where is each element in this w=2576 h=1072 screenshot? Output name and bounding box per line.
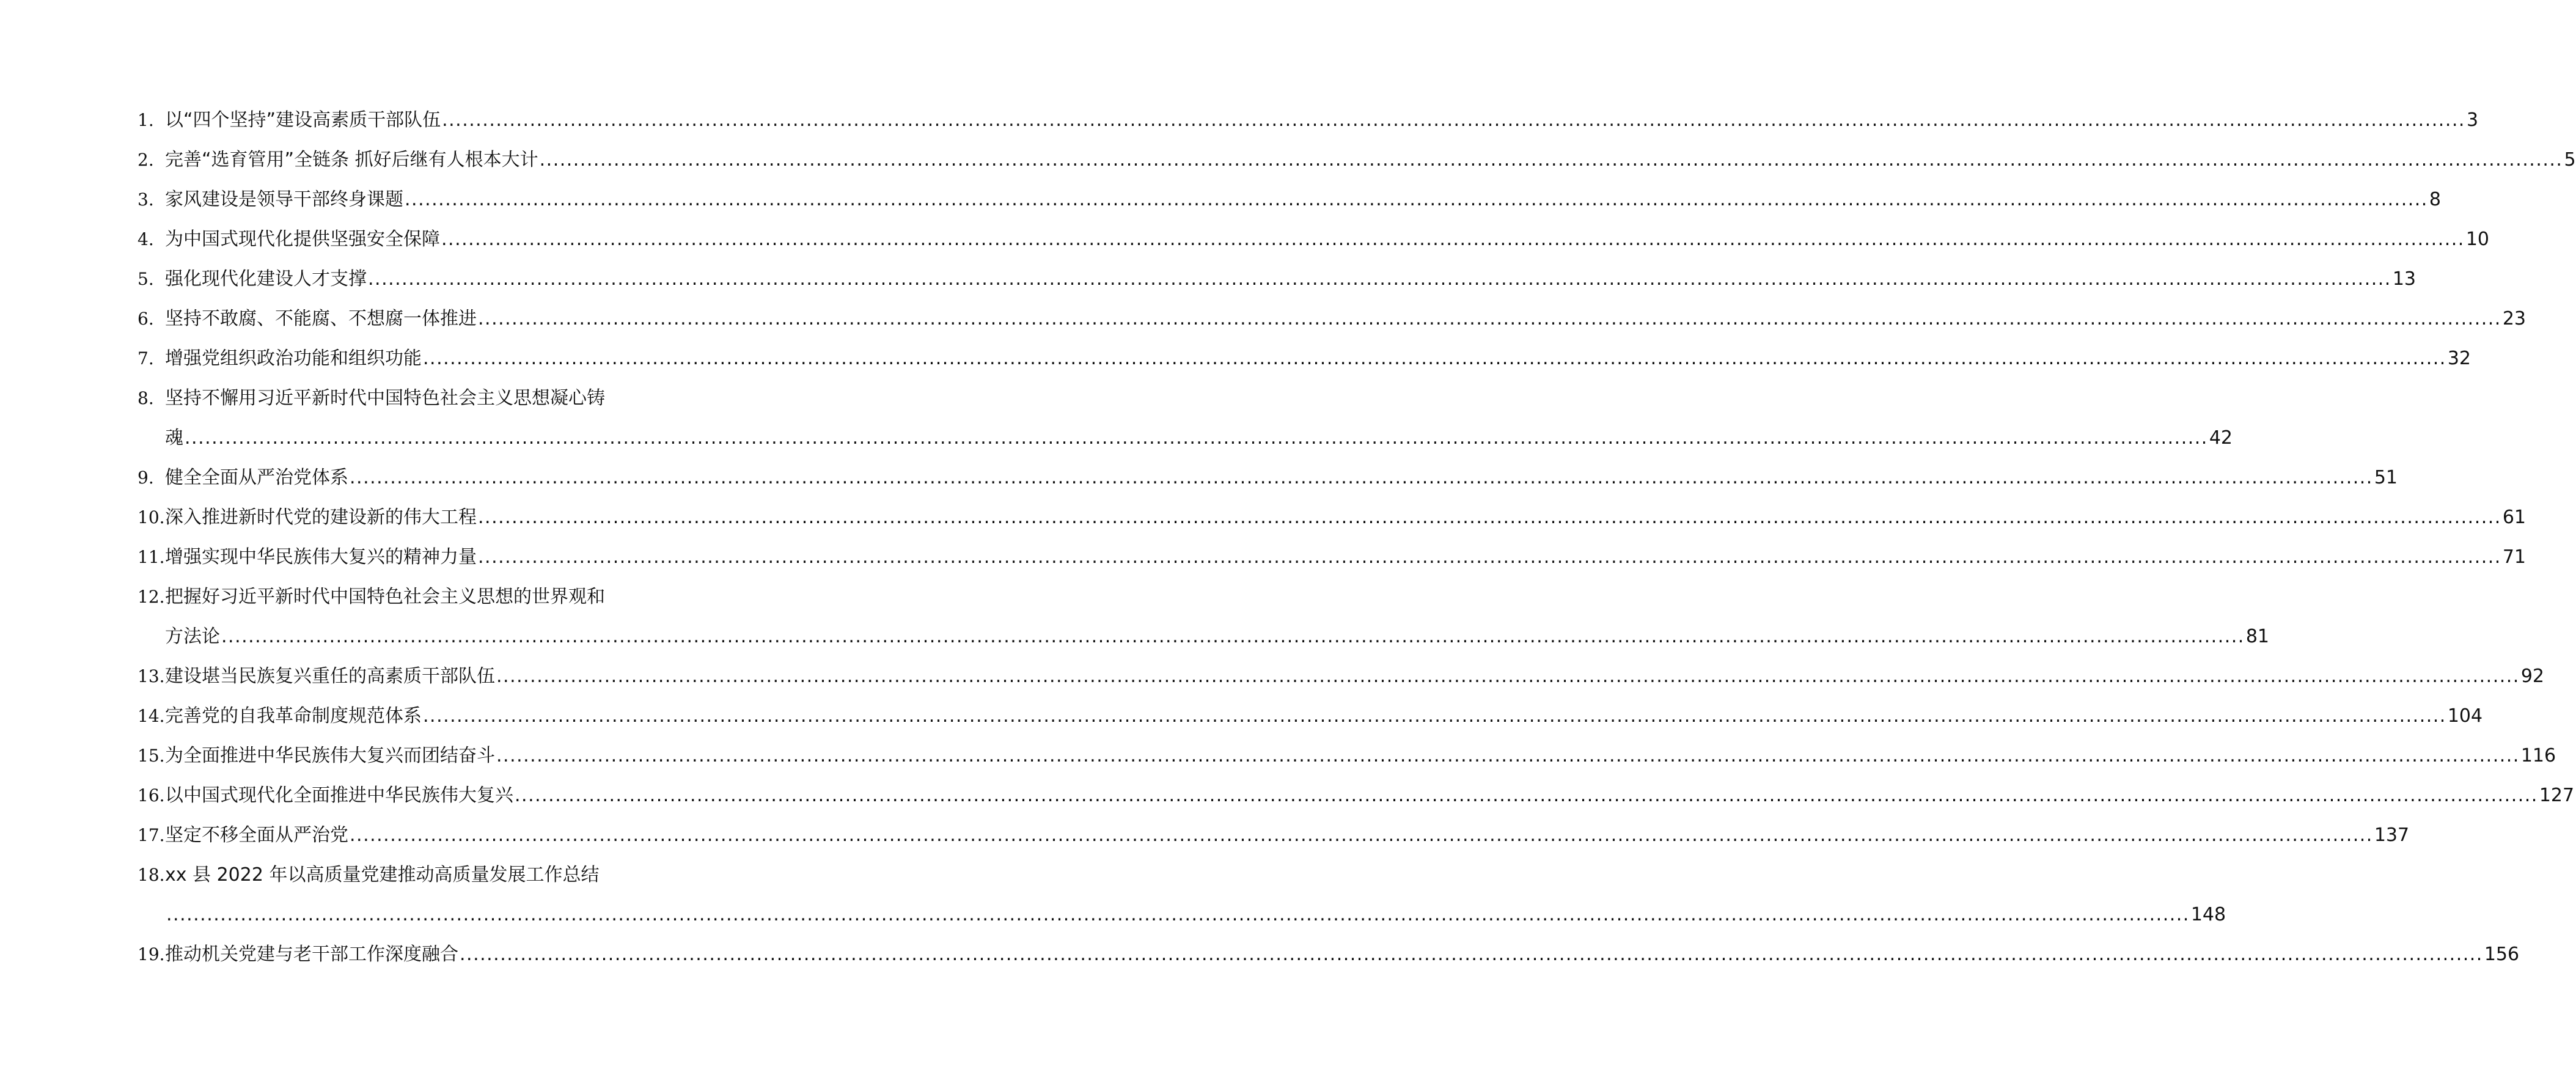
toc-entry-page: 13 <box>2392 268 2416 290</box>
dot-leader: ............................................................................................................................................................................................................................................................................................................ <box>478 546 2501 568</box>
toc-entry-line <box>165 942 2520 967</box>
toc-entry-line <box>165 704 2483 729</box>
toc-entry-number: 11. <box>138 547 165 567</box>
toc-entry-title: 家风建设是领导干部终身课题 <box>165 189 403 210</box>
dot-leader: ............................................................................................................................................................................................................................................................................................................ <box>496 745 2520 766</box>
dot-leader: ............................................................................................................................................................................................................................................................................................................ <box>405 189 2428 210</box>
toc-entry-line <box>165 823 2410 848</box>
toc-entry-number: 12. <box>138 587 165 607</box>
toc-entry-page: 116 <box>2520 745 2556 766</box>
dot-leader: ............................................................................................................................................................................................................................................................................................................ <box>539 149 2563 171</box>
toc-entry-title: 增强实现中华民族伟大复兴的精神力量 <box>165 546 477 568</box>
toc-entry[interactable] <box>0 141 2576 180</box>
toc-entry-page: 137 <box>2374 824 2410 846</box>
toc-entry-page: 8 <box>2429 189 2441 210</box>
table-of-contents <box>0 101 2576 975</box>
toc-entry-page: 104 <box>2447 705 2483 727</box>
toc-entry-continuation[interactable] <box>0 419 2233 458</box>
toc-entry-number: 13. <box>138 666 165 686</box>
toc-entry[interactable] <box>0 458 2398 498</box>
toc-entry-number: 9. <box>138 468 154 488</box>
toc-entry-number: 3. <box>138 189 154 210</box>
toc-entry-page: 71 <box>2502 546 2526 568</box>
toc-entry-line <box>165 744 2556 768</box>
toc-entry[interactable] <box>0 736 2556 776</box>
dot-leader: ............................................................................................................................................................................................................................................................................................................ <box>478 308 2501 329</box>
toc-entry-number: 10. <box>138 507 165 527</box>
toc-entry[interactable] <box>0 299 2526 339</box>
toc-entry[interactable] <box>0 498 2526 538</box>
toc-entry-title: 深入推进新时代党的建设新的伟大工程 <box>165 507 477 528</box>
toc-entry-number: 15. <box>138 746 165 766</box>
toc-entry-number: 5. <box>138 269 154 289</box>
dot-leader: ............................................................................................................................................................................................................................................................................................................ <box>350 467 2373 488</box>
toc-entry-number: 2. <box>138 150 154 170</box>
toc-entry-page: 148 <box>2190 904 2226 925</box>
toc-entry-number: 8. <box>138 388 154 408</box>
toc-entry-line <box>165 267 2416 292</box>
toc-entry-page: 92 <box>2520 666 2545 687</box>
dot-leader: ............................................................................................................................................................................................................................................................................................................ <box>442 109 2465 131</box>
dot-leader: ............................................................................................................................................................................................................................................................................................................ <box>166 904 2190 925</box>
toc-entry-title: 以“四个坚持”建设高素质干部队伍 <box>165 109 441 131</box>
toc-entry-line <box>165 466 2398 490</box>
toc-entry-title: 健全全面从严治党体系 <box>165 467 348 488</box>
toc-entry-title: 为中国式现代化提供坚强安全保障 <box>165 229 440 250</box>
toc-entry-number: 1. <box>138 110 154 130</box>
dot-leader: ............................................................................................................................................................................................................................................................................................................ <box>221 626 2245 647</box>
toc-entry-line <box>165 625 2270 649</box>
dot-leader: ............................................................................................................................................................................................................................................................................................................ <box>423 348 2446 369</box>
toc-entry[interactable] <box>0 935 2520 975</box>
toc-entry-title-continued: 方法论 <box>165 626 220 647</box>
toc-entry-line <box>165 426 2233 450</box>
toc-entry-page: 23 <box>2502 308 2526 329</box>
toc-entry[interactable] <box>0 816 2410 856</box>
toc-entry-title: 增强党组织政治功能和组织功能 <box>165 348 422 369</box>
toc-entry-title: 完善“选育管用”全链条 抓好后继有人根本大计 <box>165 149 538 171</box>
toc-entry-number: 14. <box>138 706 165 726</box>
toc-entry[interactable] <box>0 538 2526 578</box>
toc-entry-line <box>165 108 2479 133</box>
toc-entry-page: 3 <box>2466 109 2479 131</box>
toc-entry-line <box>165 664 2545 689</box>
toc-entry-title: 把握好习近平新时代中国特色社会主义思想的世界观和 <box>165 586 605 608</box>
toc-entry[interactable] <box>0 776 2575 816</box>
dot-leader: ............................................................................................................................................................................................................................................................................................................ <box>478 507 2501 528</box>
toc-entry-number: 17. <box>138 825 165 845</box>
dot-leader: ............................................................................................................................................................................................................................................................................................................ <box>496 666 2520 687</box>
dot-leader: ............................................................................................................................................................................................................................................................................................................ <box>423 705 2446 727</box>
toc-entry-page: 156 <box>2484 944 2520 965</box>
toc-entry-number: 6. <box>138 309 154 329</box>
dot-leader: ............................................................................................................................................................................................................................................................................................................ <box>515 785 2538 806</box>
toc-entry-continuation[interactable] <box>0 895 2226 935</box>
toc-entry-number: 16. <box>138 785 165 806</box>
toc-entry-line <box>165 545 2526 570</box>
toc-entry[interactable] <box>0 339 2471 379</box>
dot-leader: ............................................................................................................................................................................................................................................................................................................ <box>441 229 2465 250</box>
toc-entry-page: 61 <box>2502 507 2526 528</box>
toc-entry[interactable] <box>0 220 2490 260</box>
toc-entry-title: 为全面推进中华民族伟大复兴而团结奋斗 <box>165 745 495 766</box>
toc-entry[interactable] <box>0 180 2441 220</box>
toc-entry[interactable] <box>0 697 2483 736</box>
toc-entry-line <box>165 505 2526 530</box>
toc-entry-page: 127 <box>2539 785 2575 806</box>
dot-leader: ............................................................................................................................................................................................................................................................................................................ <box>368 268 2391 290</box>
toc-entry-line <box>165 585 654 609</box>
toc-entry-page: 5 <box>2564 149 2576 171</box>
toc-entry-line <box>165 148 2576 172</box>
toc-entry-line <box>165 227 2490 252</box>
dot-leader: ............................................................................................................................................................................................................................................................................................................ <box>185 427 2208 449</box>
toc-entry-title: 坚定不移全面从严治党 <box>165 824 348 846</box>
dot-leader: ............................................................................................................................................................................................................................................................................................................ <box>460 944 2483 965</box>
toc-entry-title: 以中国式现代化全面推进中华民族伟大复兴 <box>165 785 513 806</box>
toc-entry-number: 19. <box>138 944 165 964</box>
toc-entry[interactable] <box>0 101 2479 141</box>
toc-entry-line <box>165 347 2471 371</box>
toc-entry[interactable] <box>0 379 758 419</box>
toc-entry-line <box>165 386 654 411</box>
toc-entry-page: 81 <box>2245 626 2270 647</box>
toc-entry-continuation[interactable] <box>0 617 2270 657</box>
toc-entry-page: 42 <box>2209 427 2233 449</box>
toc-entry-title: xx 县 2022 年以高质量党建推动高质量发展工作总结 <box>165 864 600 886</box>
toc-entry-title: 推动机关党建与老干部工作深度融合 <box>165 944 458 965</box>
toc-entry-title: 强化现代化建设人才支撑 <box>165 268 367 290</box>
toc-entry-number: 18. <box>138 865 165 885</box>
toc-entry-number: 7. <box>138 348 154 369</box>
toc-entry-page: 10 <box>2465 229 2490 250</box>
toc-entry-page: 32 <box>2447 348 2471 369</box>
dot-leader: ............................................................................................................................................................................................................................................................................................................ <box>350 824 2373 846</box>
toc-entry-line <box>165 307 2526 331</box>
toc-entry-title: 完善党的自我革命制度规范体系 <box>165 705 422 727</box>
toc-entry-title-continued: 魂 <box>165 427 183 449</box>
toc-entry-title: 坚持不敢腐、不能腐、不想腐一体推进 <box>165 308 477 329</box>
toc-entry-line <box>165 188 2441 212</box>
toc-entry-line <box>165 784 2575 808</box>
toc-entry-title: 建设堪当民族复兴重任的高素质干部队伍 <box>165 666 495 687</box>
toc-entry[interactable] <box>0 578 758 617</box>
toc-entry-title: 坚持不懈用习近平新时代中国特色社会主义思想凝心铸 <box>165 387 605 409</box>
toc-entry-number: 4. <box>138 229 154 249</box>
toc-entry-page: 51 <box>2374 467 2398 488</box>
toc-entry[interactable] <box>0 260 2416 299</box>
toc-entry-line <box>165 903 2226 927</box>
toc-entry-line <box>165 863 654 887</box>
toc-entry[interactable] <box>0 657 2545 697</box>
toc-entry[interactable] <box>0 856 758 895</box>
